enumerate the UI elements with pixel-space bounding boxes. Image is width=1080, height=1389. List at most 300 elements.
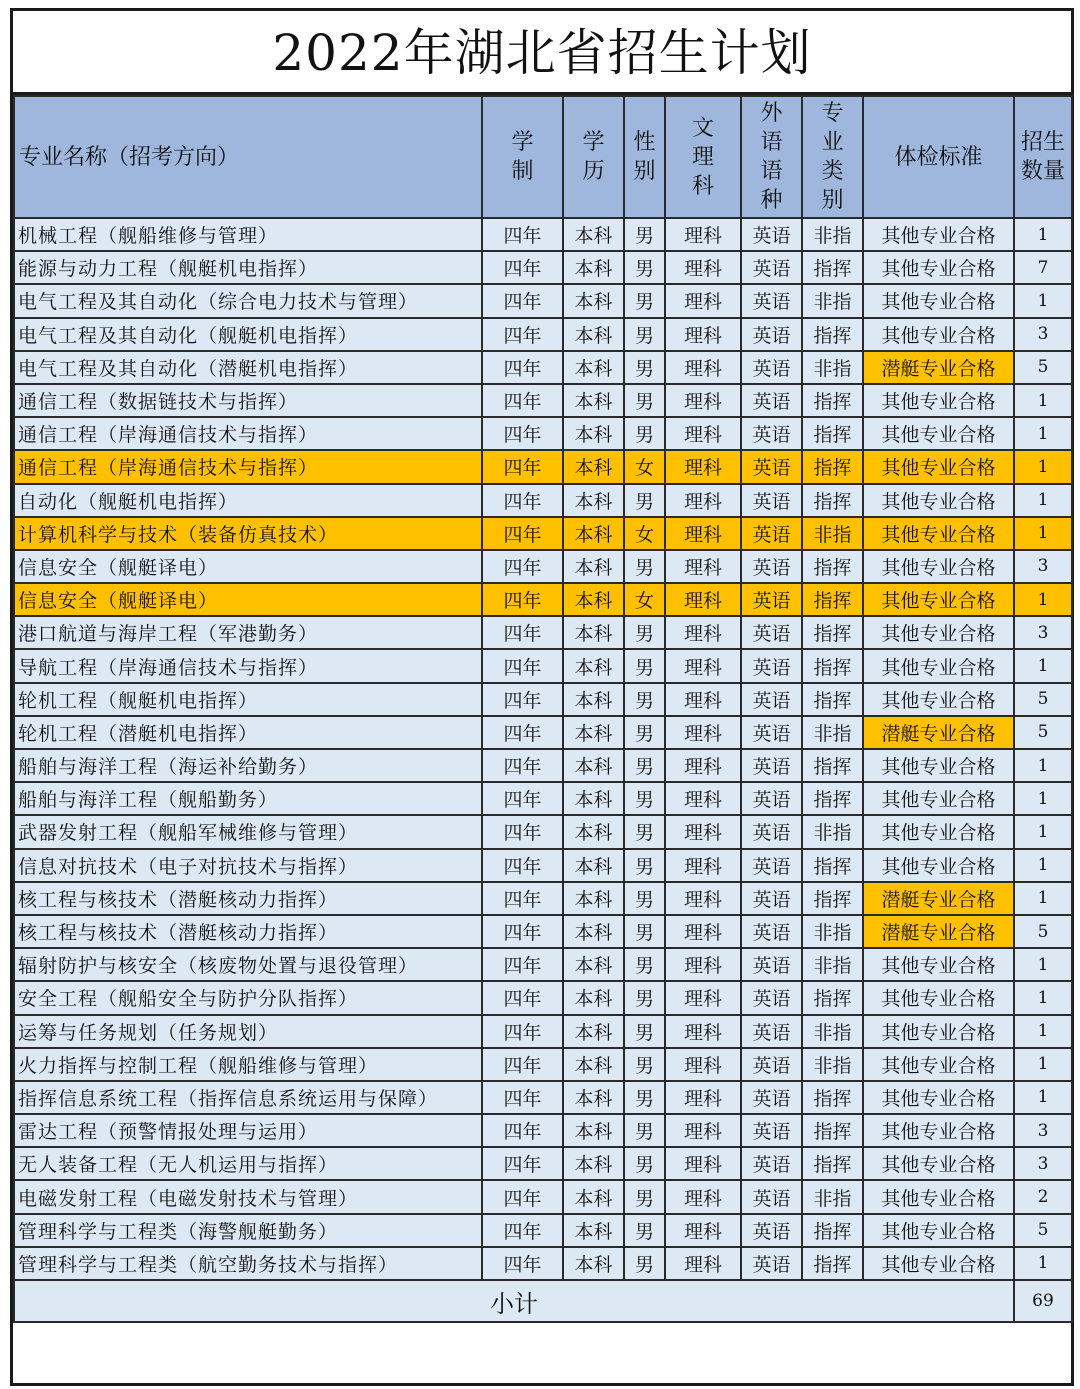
subtotal-row [14,1280,1072,1322]
major-name-cell: 自动化（舰艇机电指挥） [14,484,482,517]
language-cell: 英语 [741,1214,802,1247]
header-health-standard: 体检标准 [863,96,1014,218]
enrollment-count-cell: 1 [1014,882,1072,915]
duration-cell: 四年 [482,1147,563,1180]
duration-cell: 四年 [482,550,563,583]
science-arts-cell: 理科 [665,517,741,550]
degree-cell: 本科 [563,616,624,649]
enrollment-count-cell: 1 [1014,450,1072,483]
duration-cell: 四年 [482,1180,563,1213]
duration-cell: 四年 [482,915,563,948]
science-arts-cell: 理科 [665,1081,741,1114]
category-cell: 指挥 [802,550,863,583]
health-standard-cell: 其他专业合格 [863,649,1014,682]
major-name-cell: 机械工程（舰船维修与管理） [14,218,482,251]
language-cell: 英语 [741,1147,802,1180]
gender-cell: 男 [624,616,665,649]
duration-cell: 四年 [482,484,563,517]
gender-cell: 女 [624,450,665,483]
category-cell: 非指 [802,1048,863,1081]
health-standard-cell: 其他专业合格 [863,1214,1014,1247]
major-name-cell: 电磁发射工程（电磁发射技术与管理） [14,1180,482,1213]
duration-cell: 四年 [482,882,563,915]
degree-cell: 本科 [563,1015,624,1048]
category-cell: 非指 [802,815,863,848]
degree-cell: 本科 [563,450,624,483]
gender-cell: 男 [624,716,665,749]
category-cell: 指挥 [802,1081,863,1114]
major-name-cell: 电气工程及其自动化（综合电力技术与管理） [14,284,482,317]
enrollment-count-cell: 1 [1014,649,1072,682]
category-cell: 非指 [802,948,863,981]
health-standard-cell: 潜艇专业合格 [863,882,1014,915]
category-cell: 指挥 [802,583,863,616]
science-arts-cell: 理科 [665,351,741,384]
gender-cell: 男 [624,1114,665,1147]
gender-cell: 男 [624,915,665,948]
gender-cell: 男 [624,218,665,251]
health-standard-cell: 潜艇专业合格 [863,915,1014,948]
major-name-cell: 管理科学与工程类（航空勤务技术与指挥） [14,1247,482,1280]
science-arts-cell: 理科 [665,1180,741,1213]
science-arts-cell: 理科 [665,915,741,948]
category-cell: 指挥 [802,384,863,417]
gender-cell: 男 [624,1247,665,1280]
language-cell: 英语 [741,981,802,1014]
category-cell: 指挥 [802,1214,863,1247]
enrollment-count-cell: 5 [1014,683,1072,716]
health-standard-cell: 其他专业合格 [863,981,1014,1014]
duration-cell: 四年 [482,616,563,649]
science-arts-cell: 理科 [665,1247,741,1280]
degree-cell: 本科 [563,484,624,517]
language-cell: 英语 [741,517,802,550]
enrollment-count-cell: 3 [1014,1114,1072,1147]
major-name-cell: 无人装备工程（无人机运用与指挥） [14,1147,482,1180]
major-name-cell: 信息安全（舰艇译电） [14,583,482,616]
health-standard-cell: 潜艇专业合格 [863,716,1014,749]
table-row [14,284,1072,317]
header-enrollment-count: 招生数量 [1014,96,1072,218]
table-row [14,616,1072,649]
table-row [14,1214,1072,1247]
language-cell: 英语 [741,218,802,251]
gender-cell: 男 [624,948,665,981]
category-cell: 非指 [802,1180,863,1213]
degree-cell: 本科 [563,1147,624,1180]
science-arts-cell: 理科 [665,716,741,749]
science-arts-cell: 理科 [665,616,741,649]
category-cell: 指挥 [802,251,863,284]
enrollment-count-cell: 1 [1014,815,1072,848]
header-major: 专业名称（招考方向） [14,96,482,218]
degree-cell: 本科 [563,749,624,782]
degree-cell: 本科 [563,1114,624,1147]
science-arts-cell: 理科 [665,1114,741,1147]
science-arts-cell: 理科 [665,782,741,815]
gender-cell: 男 [624,550,665,583]
degree-cell: 本科 [563,251,624,284]
duration-cell: 四年 [482,583,563,616]
health-standard-cell: 其他专业合格 [863,616,1014,649]
science-arts-cell: 理科 [665,849,741,882]
subtotal-value: 69 [1014,1280,1072,1322]
category-cell: 非指 [802,716,863,749]
language-cell: 英语 [741,782,802,815]
table-row [14,915,1072,948]
category-cell: 非指 [802,915,863,948]
science-arts-cell: 理科 [665,450,741,483]
duration-cell: 四年 [482,1048,563,1081]
enrollment-count-cell: 3 [1014,1147,1072,1180]
gender-cell: 男 [624,318,665,351]
degree-cell: 本科 [563,716,624,749]
health-standard-cell: 其他专业合格 [863,815,1014,848]
language-cell: 英语 [741,1247,802,1280]
major-name-cell: 港口航道与海岸工程（军港勤务） [14,616,482,649]
degree-cell: 本科 [563,351,624,384]
degree-cell: 本科 [563,1214,624,1247]
science-arts-cell: 理科 [665,384,741,417]
degree-cell: 本科 [563,948,624,981]
duration-cell: 四年 [482,849,563,882]
language-cell: 英语 [741,583,802,616]
category-cell: 指挥 [802,450,863,483]
language-cell: 英语 [741,484,802,517]
category-cell: 指挥 [802,749,863,782]
category-cell: 指挥 [802,849,863,882]
degree-cell: 本科 [563,683,624,716]
gender-cell: 女 [624,517,665,550]
duration-cell: 四年 [482,251,563,284]
language-cell: 英语 [741,450,802,483]
category-cell: 指挥 [802,484,863,517]
table-row [14,318,1072,351]
table-row [14,1015,1072,1048]
health-standard-cell: 其他专业合格 [863,218,1014,251]
table-row [14,749,1072,782]
duration-cell: 四年 [482,218,563,251]
category-cell: 指挥 [802,1147,863,1180]
language-cell: 英语 [741,284,802,317]
duration-cell: 四年 [482,318,563,351]
table-row [14,948,1072,981]
degree-cell: 本科 [563,981,624,1014]
major-name-cell: 轮机工程（潜艇机电指挥） [14,716,482,749]
science-arts-cell: 理科 [665,1214,741,1247]
header-science-arts: 文理科 [665,96,741,218]
degree-cell: 本科 [563,517,624,550]
subtotal-label: 小计 [14,1280,1014,1322]
header-foreign-language: 外语语种 [741,96,802,218]
language-cell: 英语 [741,384,802,417]
category-cell: 指挥 [802,318,863,351]
duration-cell: 四年 [482,683,563,716]
health-standard-cell: 其他专业合格 [863,948,1014,981]
degree-cell: 本科 [563,550,624,583]
duration-cell: 四年 [482,284,563,317]
health-standard-cell: 其他专业合格 [863,749,1014,782]
major-name-cell: 信息安全（舰艇译电） [14,550,482,583]
degree-cell: 本科 [563,318,624,351]
table-row [14,550,1072,583]
gender-cell: 男 [624,882,665,915]
header-major-category: 专业类别 [802,96,863,218]
degree-cell: 本科 [563,384,624,417]
table-row [14,517,1072,550]
health-standard-cell: 其他专业合格 [863,284,1014,317]
enrollment-count-cell: 5 [1014,1214,1072,1247]
major-name-cell: 轮机工程（舰艇机电指挥） [14,683,482,716]
enrollment-count-cell: 1 [1014,1048,1072,1081]
table-row [14,1247,1072,1280]
health-standard-cell: 其他专业合格 [863,484,1014,517]
category-cell: 非指 [802,1015,863,1048]
health-standard-cell: 其他专业合格 [863,1247,1014,1280]
degree-cell: 本科 [563,782,624,815]
duration-cell: 四年 [482,716,563,749]
enrollment-count-cell: 1 [1014,583,1072,616]
major-name-cell: 电气工程及其自动化（潜艇机电指挥） [14,351,482,384]
gender-cell: 男 [624,815,665,848]
enrollment-count-cell: 1 [1014,1247,1072,1280]
table-row [14,716,1072,749]
enrollment-count-cell: 1 [1014,948,1072,981]
enrollment-count-cell: 1 [1014,981,1072,1014]
gender-cell: 男 [624,849,665,882]
major-name-cell: 信息对抗技术（电子对抗技术与指挥） [14,849,482,882]
major-name-cell: 核工程与核技术（潜艇核动力指挥） [14,882,482,915]
science-arts-cell: 理科 [665,1048,741,1081]
table-row [14,683,1072,716]
science-arts-cell: 理科 [665,649,741,682]
science-arts-cell: 理科 [665,815,741,848]
degree-cell: 本科 [563,649,624,682]
enrollment-count-cell: 2 [1014,1180,1072,1213]
category-cell: 非指 [802,284,863,317]
science-arts-cell: 理科 [665,749,741,782]
language-cell: 英语 [741,1114,802,1147]
table-row [14,1114,1072,1147]
gender-cell: 男 [624,251,665,284]
table-row [14,815,1072,848]
category-cell: 指挥 [802,616,863,649]
major-name-cell: 能源与动力工程（舰艇机电指挥） [14,251,482,284]
header-gender: 性别 [624,96,665,218]
science-arts-cell: 理科 [665,981,741,1014]
enrollment-count-cell: 1 [1014,218,1072,251]
table-row [14,981,1072,1014]
language-cell: 英语 [741,1015,802,1048]
health-standard-cell: 其他专业合格 [863,849,1014,882]
science-arts-cell: 理科 [665,1015,741,1048]
degree-cell: 本科 [563,583,624,616]
table-row [14,417,1072,450]
table-row [14,882,1072,915]
degree-cell: 本科 [563,915,624,948]
gender-cell: 男 [624,351,665,384]
health-standard-cell: 其他专业合格 [863,318,1014,351]
gender-cell: 男 [624,1214,665,1247]
duration-cell: 四年 [482,815,563,848]
page-title: 2022年湖北省招生计划 [13,11,1071,95]
degree-cell: 本科 [563,1048,624,1081]
enrollment-count-cell: 5 [1014,716,1072,749]
major-name-cell: 通信工程（岸海通信技术与指挥） [14,417,482,450]
health-standard-cell: 其他专业合格 [863,384,1014,417]
table-row [14,649,1072,682]
enrollment-count-cell: 3 [1014,318,1072,351]
duration-cell: 四年 [482,981,563,1014]
duration-cell: 四年 [482,517,563,550]
duration-cell: 四年 [482,450,563,483]
language-cell: 英语 [741,616,802,649]
science-arts-cell: 理科 [665,417,741,450]
degree-cell: 本科 [563,1247,624,1280]
table-row [14,351,1072,384]
health-standard-cell: 其他专业合格 [863,1147,1014,1180]
health-standard-cell: 其他专业合格 [863,450,1014,483]
science-arts-cell: 理科 [665,683,741,716]
major-name-cell: 通信工程（岸海通信技术与指挥） [14,450,482,483]
duration-cell: 四年 [482,1247,563,1280]
gender-cell: 男 [624,981,665,1014]
degree-cell: 本科 [563,284,624,317]
enrollment-count-cell: 1 [1014,1015,1072,1048]
gender-cell: 男 [624,484,665,517]
gender-cell: 男 [624,284,665,317]
table-row [14,583,1072,616]
health-standard-cell: 其他专业合格 [863,417,1014,450]
health-standard-cell: 其他专业合格 [863,550,1014,583]
enrollment-count-cell: 1 [1014,749,1072,782]
duration-cell: 四年 [482,384,563,417]
language-cell: 英语 [741,1048,802,1081]
header-degree: 学历 [563,96,624,218]
duration-cell: 四年 [482,1081,563,1114]
gender-cell: 男 [624,782,665,815]
category-cell: 非指 [802,351,863,384]
gender-cell: 男 [624,1015,665,1048]
science-arts-cell: 理科 [665,218,741,251]
major-name-cell: 辐射防护与核安全（核废物处置与退役管理） [14,948,482,981]
category-cell: 非指 [802,517,863,550]
category-cell: 指挥 [802,683,863,716]
gender-cell: 男 [624,417,665,450]
health-standard-cell: 其他专业合格 [863,251,1014,284]
gender-cell: 男 [624,649,665,682]
science-arts-cell: 理科 [665,550,741,583]
language-cell: 英语 [741,417,802,450]
duration-cell: 四年 [482,649,563,682]
enrollment-count-cell: 1 [1014,284,1072,317]
health-standard-cell: 潜艇专业合格 [863,351,1014,384]
gender-cell: 男 [624,1147,665,1180]
table-row [14,1180,1072,1213]
category-cell: 指挥 [802,981,863,1014]
table-header-row [14,96,1072,218]
language-cell: 英语 [741,849,802,882]
duration-cell: 四年 [482,948,563,981]
enrollment-count-cell: 1 [1014,417,1072,450]
major-name-cell: 核工程与核技术（潜艇核动力指挥） [14,915,482,948]
health-standard-cell: 其他专业合格 [863,583,1014,616]
major-name-cell: 火力指挥与控制工程（舰船维修与管理） [14,1048,482,1081]
science-arts-cell: 理科 [665,251,741,284]
language-cell: 英语 [741,649,802,682]
health-standard-cell: 其他专业合格 [863,1015,1014,1048]
science-arts-cell: 理科 [665,284,741,317]
category-cell: 指挥 [802,782,863,815]
degree-cell: 本科 [563,218,624,251]
language-cell: 英语 [741,1180,802,1213]
category-cell: 指挥 [802,417,863,450]
enrollment-count-cell: 3 [1014,550,1072,583]
science-arts-cell: 理科 [665,583,741,616]
science-arts-cell: 理科 [665,318,741,351]
category-cell: 指挥 [802,1114,863,1147]
health-standard-cell: 其他专业合格 [863,1114,1014,1147]
enrollment-count-cell: 5 [1014,915,1072,948]
major-name-cell: 船舶与海洋工程（海运补给勤务） [14,749,482,782]
major-name-cell: 船舶与海洋工程（舰船勤务） [14,782,482,815]
major-name-cell: 计算机科学与技术（装备仿真技术） [14,517,482,550]
health-standard-cell: 其他专业合格 [863,517,1014,550]
language-cell: 英语 [741,915,802,948]
header-duration: 学制 [482,96,563,218]
major-name-cell: 武器发射工程（舰船军械维修与管理） [14,815,482,848]
degree-cell: 本科 [563,1081,624,1114]
gender-cell: 男 [624,683,665,716]
enrollment-count-cell: 7 [1014,251,1072,284]
health-standard-cell: 其他专业合格 [863,1081,1014,1114]
table-row [14,450,1072,483]
table-row [14,849,1072,882]
table-row [14,782,1072,815]
health-standard-cell: 其他专业合格 [863,782,1014,815]
table-row [14,1147,1072,1180]
enrollment-count-cell: 1 [1014,782,1072,815]
science-arts-cell: 理科 [665,1147,741,1180]
enrollment-count-cell: 1 [1014,484,1072,517]
gender-cell: 女 [624,583,665,616]
language-cell: 英语 [741,749,802,782]
enrollment-table [13,95,1073,1323]
language-cell: 英语 [741,683,802,716]
category-cell: 指挥 [802,649,863,682]
table-row [14,1081,1072,1114]
major-name-cell: 运筹与任务规划（任务规划） [14,1015,482,1048]
major-name-cell: 导航工程（岸海通信技术与指挥） [14,649,482,682]
degree-cell: 本科 [563,849,624,882]
major-name-cell: 雷达工程（预警情报处理与运用） [14,1114,482,1147]
enrollment-count-cell: 3 [1014,616,1072,649]
enrollment-count-cell: 1 [1014,849,1072,882]
language-cell: 英语 [741,251,802,284]
degree-cell: 本科 [563,882,624,915]
enrollment-count-cell: 1 [1014,517,1072,550]
enrollment-plan-sheet [10,8,1074,1386]
duration-cell: 四年 [482,1114,563,1147]
major-name-cell: 指挥信息系统工程（指挥信息系统运用与保障） [14,1081,482,1114]
degree-cell: 本科 [563,1180,624,1213]
health-standard-cell: 其他专业合格 [863,1048,1014,1081]
language-cell: 英语 [741,1081,802,1114]
table-row [14,484,1072,517]
enrollment-count-cell: 1 [1014,384,1072,417]
language-cell: 英语 [741,882,802,915]
duration-cell: 四年 [482,1214,563,1247]
